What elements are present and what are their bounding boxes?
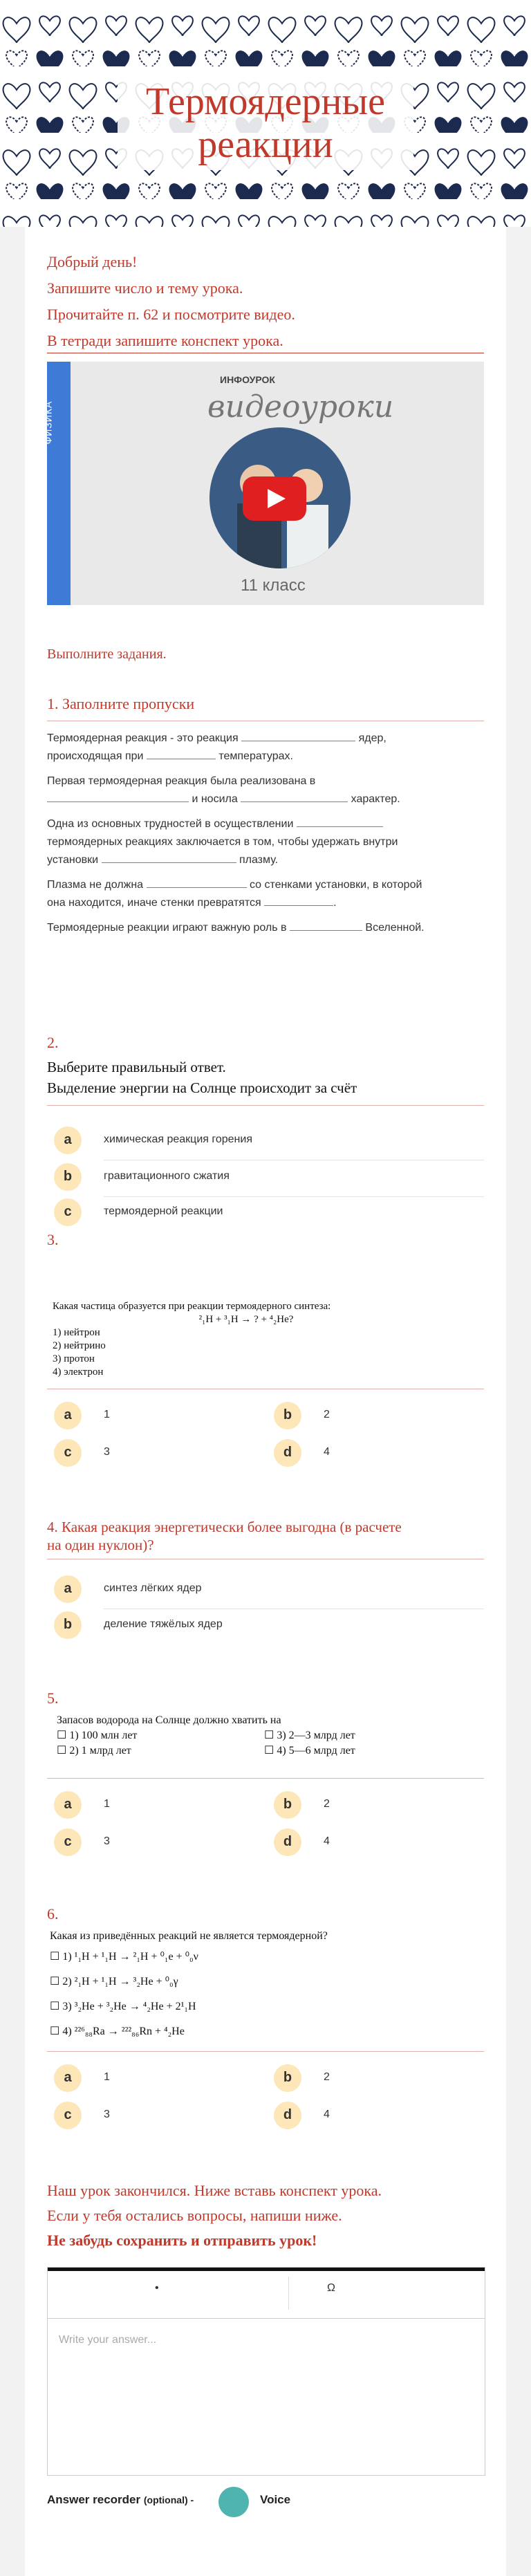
- task-prompt: Выполните задания.: [47, 647, 167, 662]
- blank-input[interactable]: [102, 851, 236, 863]
- q2-number: 2.: [47, 1034, 59, 1051]
- blank-input[interactable]: [241, 790, 348, 802]
- page-title: [118, 76, 413, 170]
- title-line-2: реакции: [198, 123, 333, 166]
- title-line-1: Термоядерные: [145, 80, 385, 123]
- header-banner: [0, 0, 531, 227]
- play-button-icon[interactable]: [243, 476, 306, 521]
- q3-option-a[interactable]: a 1: [54, 1402, 248, 1429]
- subject-label: ФИЗИКА: [42, 400, 54, 445]
- editor-toolbar: [48, 2271, 485, 2319]
- record-button[interactable]: [218, 2487, 249, 2517]
- outro-text: [47, 2178, 382, 2253]
- intro-line: Запишите число и тему урока.: [47, 279, 243, 297]
- divider: [47, 1105, 484, 1106]
- q2-question-image: Выберите правильный ответ. Выделение энергии на Солнце происходит за счёт: [47, 1059, 357, 1096]
- q5-number: 5.: [47, 1689, 59, 1707]
- q5-option-c[interactable]: c 3: [54, 1828, 248, 1856]
- subject-strip: [42, 362, 71, 605]
- q5-question-image: Запасов водорода на Солнце должно хватить на ☐ 1) 100 млн лет ☐ 3) 2—3 млрд лет ☐ 2) 1 млрд лет ☐ 4) 5—6 млрд лет: [57, 1714, 355, 1757]
- left-margin: [0, 227, 25, 2576]
- divider: [47, 1778, 484, 1779]
- q5-option-d[interactable]: d 4: [274, 1828, 467, 1856]
- answer-box[interactable]: [47, 2267, 485, 2476]
- formula-icon[interactable]: Ω: [327, 2282, 335, 2294]
- q4-option-a[interactable]: a синтез лёгких ядер: [54, 1575, 469, 1603]
- q6-option-a[interactable]: a 1: [54, 2064, 248, 2092]
- intro-line: Прочитайте п. 62 и посмотрите видео.: [47, 306, 295, 323]
- q2-option-b[interactable]: b гравитационного сжатия: [54, 1163, 469, 1191]
- q2-option-c[interactable]: c термоядерной реакции: [54, 1198, 469, 1226]
- q3-number: 3.: [47, 1231, 59, 1248]
- q4-heading: 4. Какая реакция энергетически более выгодна (в расчете на один нуклон)?: [47, 1519, 402, 1553]
- intro-line: Добрый день!: [47, 253, 138, 270]
- right-margin: [506, 227, 531, 2576]
- q6-question-image: Какая из приведённых реакций не является термоядерной? ☐ 1) ¹₁H + ¹₁H → ²₁H + ⁰₁e + ⁰₀ν ☐ 2) ²₁H + ¹₁H → ³₂He + ⁰₀γ ☐ 3) ³₂He + ³₂He → ⁴₂He + 2¹₁H ☐ 4) ²²⁶₈₈Ra → ²²²₈₆Rn + ⁴₂He: [50, 1930, 328, 2037]
- q5-option-a[interactable]: a 1: [54, 1791, 248, 1819]
- video-grade: 11 класс: [241, 576, 306, 595]
- blank-input[interactable]: [297, 815, 383, 827]
- blank-input[interactable]: [290, 919, 362, 931]
- blank-input[interactable]: [241, 730, 355, 741]
- blank-input[interactable]: [47, 790, 189, 802]
- q6-option-b[interactable]: b 2: [274, 2064, 467, 2092]
- outro-line: Не забудь сохранить и отправить урок!: [47, 2232, 317, 2249]
- outro-line: Если у тебя остались вопросы, напиши ниже.: [47, 2207, 342, 2224]
- answer-recorder-label: Answer recorder (optional) -: [47, 2493, 194, 2506]
- q1-heading: 1. Заполните пропуски: [47, 695, 195, 712]
- video-brand-sub: видеоуроки: [207, 389, 394, 425]
- q6-option-c[interactable]: c 3: [54, 2102, 248, 2129]
- blank-input[interactable]: [147, 748, 216, 759]
- q4-option-b[interactable]: b деление тяжёлых ядер: [54, 1611, 469, 1639]
- q3-question-image: Какая частица образуется при реакции термоядерного синтеза: ²₁H + ³₁H → ? + ⁴₂He? 1) нейтрон 2) нейтрино 3) протон 4) электрон: [53, 1301, 331, 1378]
- outro-line: Наш урок закончился. Ниже вставь конспект урока.: [47, 2182, 382, 2199]
- intro-line: В тетради запишите конспект урока.: [47, 332, 283, 349]
- video-brand: ИНФОУРОК: [220, 374, 275, 385]
- voice-label: Voice: [260, 2493, 291, 2506]
- blank-input[interactable]: [147, 876, 247, 888]
- q2-option-a[interactable]: a химическая реакция горения: [54, 1127, 469, 1154]
- bullet-list-icon[interactable]: •: [155, 2282, 159, 2294]
- q6-option-d[interactable]: d 4: [274, 2102, 467, 2129]
- q3-option-d[interactable]: d 4: [274, 1439, 467, 1467]
- q3-option-c[interactable]: c 3: [54, 1439, 248, 1467]
- divider: [47, 2051, 484, 2052]
- q1-fill-blanks: Термоядерная реакция - это реакция ядер, происходящая при температурах. Первая термоядерная реакция была реализована в и носила характер. Одна из основных трудностей в осуществлении термоядерных реакциях заключается в том, чтобы удержать внутри установки плазму. Плазма не должна со стенками установки, в которой она находится, иначе стенки превратятся . Термоядерные реакции играют важную роль в Вселенной.: [47, 730, 484, 944]
- q5-option-b[interactable]: b 2: [274, 1791, 467, 1819]
- q3-option-b[interactable]: b 2: [274, 1402, 467, 1429]
- video-player[interactable]: [42, 362, 484, 605]
- q6-number: 6.: [47, 1905, 59, 1922]
- blank-input[interactable]: [264, 894, 333, 906]
- answer-placeholder[interactable]: Write your answer...: [59, 2334, 157, 2346]
- intro-text: [47, 249, 295, 354]
